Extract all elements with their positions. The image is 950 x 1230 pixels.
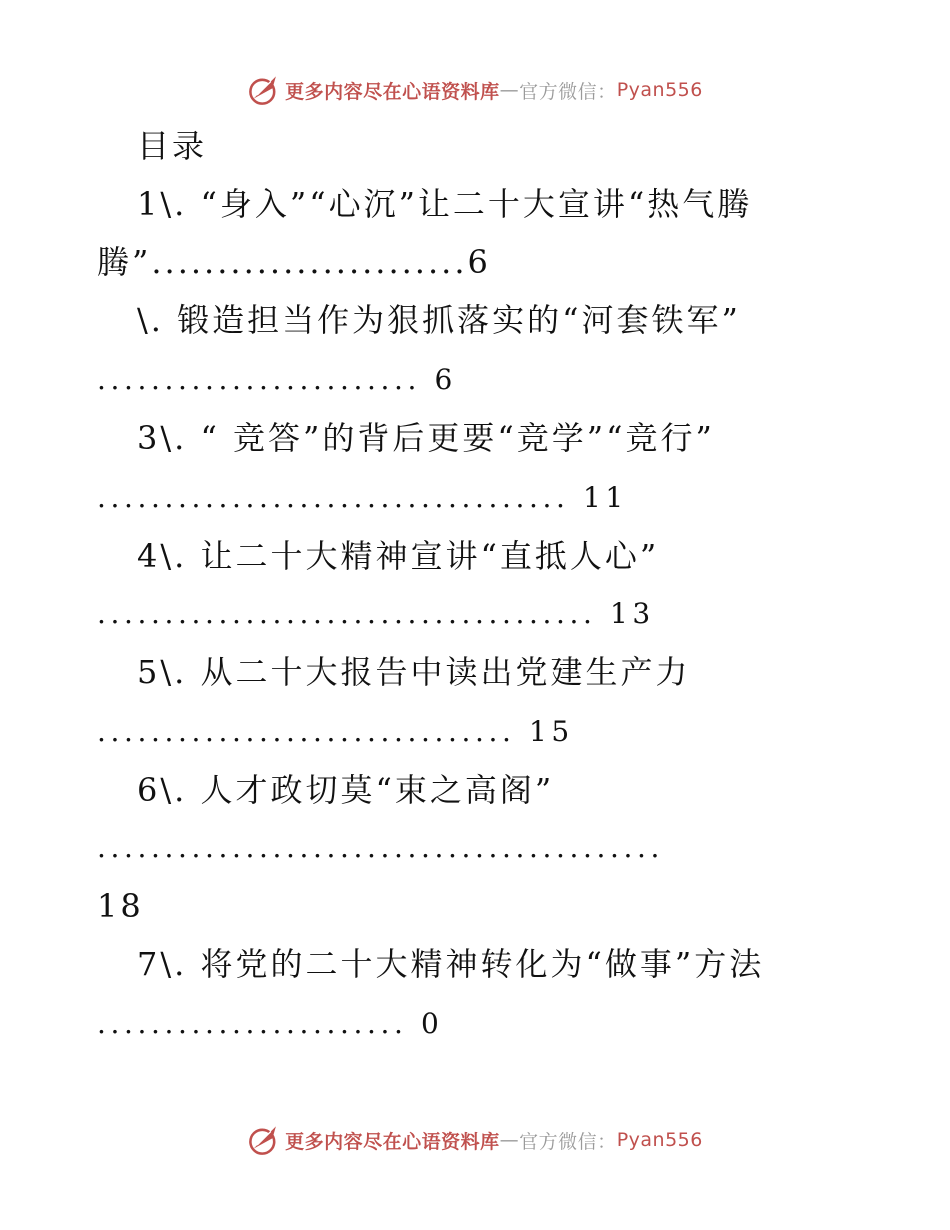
toc-entry-5-leader: ............................... 15 xyxy=(97,715,574,748)
toc-entry-6-title: 6\. 人才政切莫“束之高阁” xyxy=(137,771,555,809)
footer-banner xyxy=(0,1118,950,1162)
toc-entry-4-title: 4\. 让二十大精神宣讲“直抵人心” xyxy=(137,537,660,575)
banner-dash: — xyxy=(499,79,520,101)
toc-entry-1-leader: 腾”........................6 xyxy=(97,243,491,281)
banner-wechat-id: Pyan556 xyxy=(616,79,703,101)
header-banner xyxy=(0,68,950,112)
banner-site-text: 更多内容尽在心语资料库 xyxy=(285,80,500,103)
feather-pen-logo-icon xyxy=(247,1123,281,1157)
toc-heading: 目录 xyxy=(137,127,208,165)
banner-site-text: 更多内容尽在心语资料库 xyxy=(285,1130,500,1153)
toc-entry-4-leader: ..................................... 13 xyxy=(97,597,655,630)
toc-entry-6-page: 18 xyxy=(97,887,144,925)
toc-entry-2-title: \. 锻造担当作为狠抓落实的“河套铁军” xyxy=(137,301,741,339)
toc-entry-3-leader: ................................... 11 xyxy=(97,481,628,514)
toc-entry-1-title: 1\. “身入”“心沉”让二十大宣讲“热气腾 xyxy=(137,185,753,223)
toc-entry-7-title: 7\. 将党的二十大精神转化为“做事”方法 xyxy=(137,945,765,983)
toc-entry-5-title: 5\. 从二十大报告中读出党建生产力 xyxy=(137,653,691,691)
feather-pen-logo-icon xyxy=(247,73,281,107)
toc-entry-6-leader: .......................................... xyxy=(97,831,665,864)
banner-wechat-id: Pyan556 xyxy=(616,1129,703,1151)
toc-entry-7-leader: ....................... 0 xyxy=(97,1007,444,1040)
banner-wechat-label: 官方微信： xyxy=(519,80,617,103)
toc-entry-2-leader: ........................ 6 xyxy=(97,363,457,396)
toc-entry-3-title: 3\. “ 竞答”的背后更要“竞学”“竞行” xyxy=(137,419,715,457)
banner-wechat-label: 官方微信： xyxy=(519,1130,617,1153)
banner-dash: — xyxy=(499,1129,520,1151)
